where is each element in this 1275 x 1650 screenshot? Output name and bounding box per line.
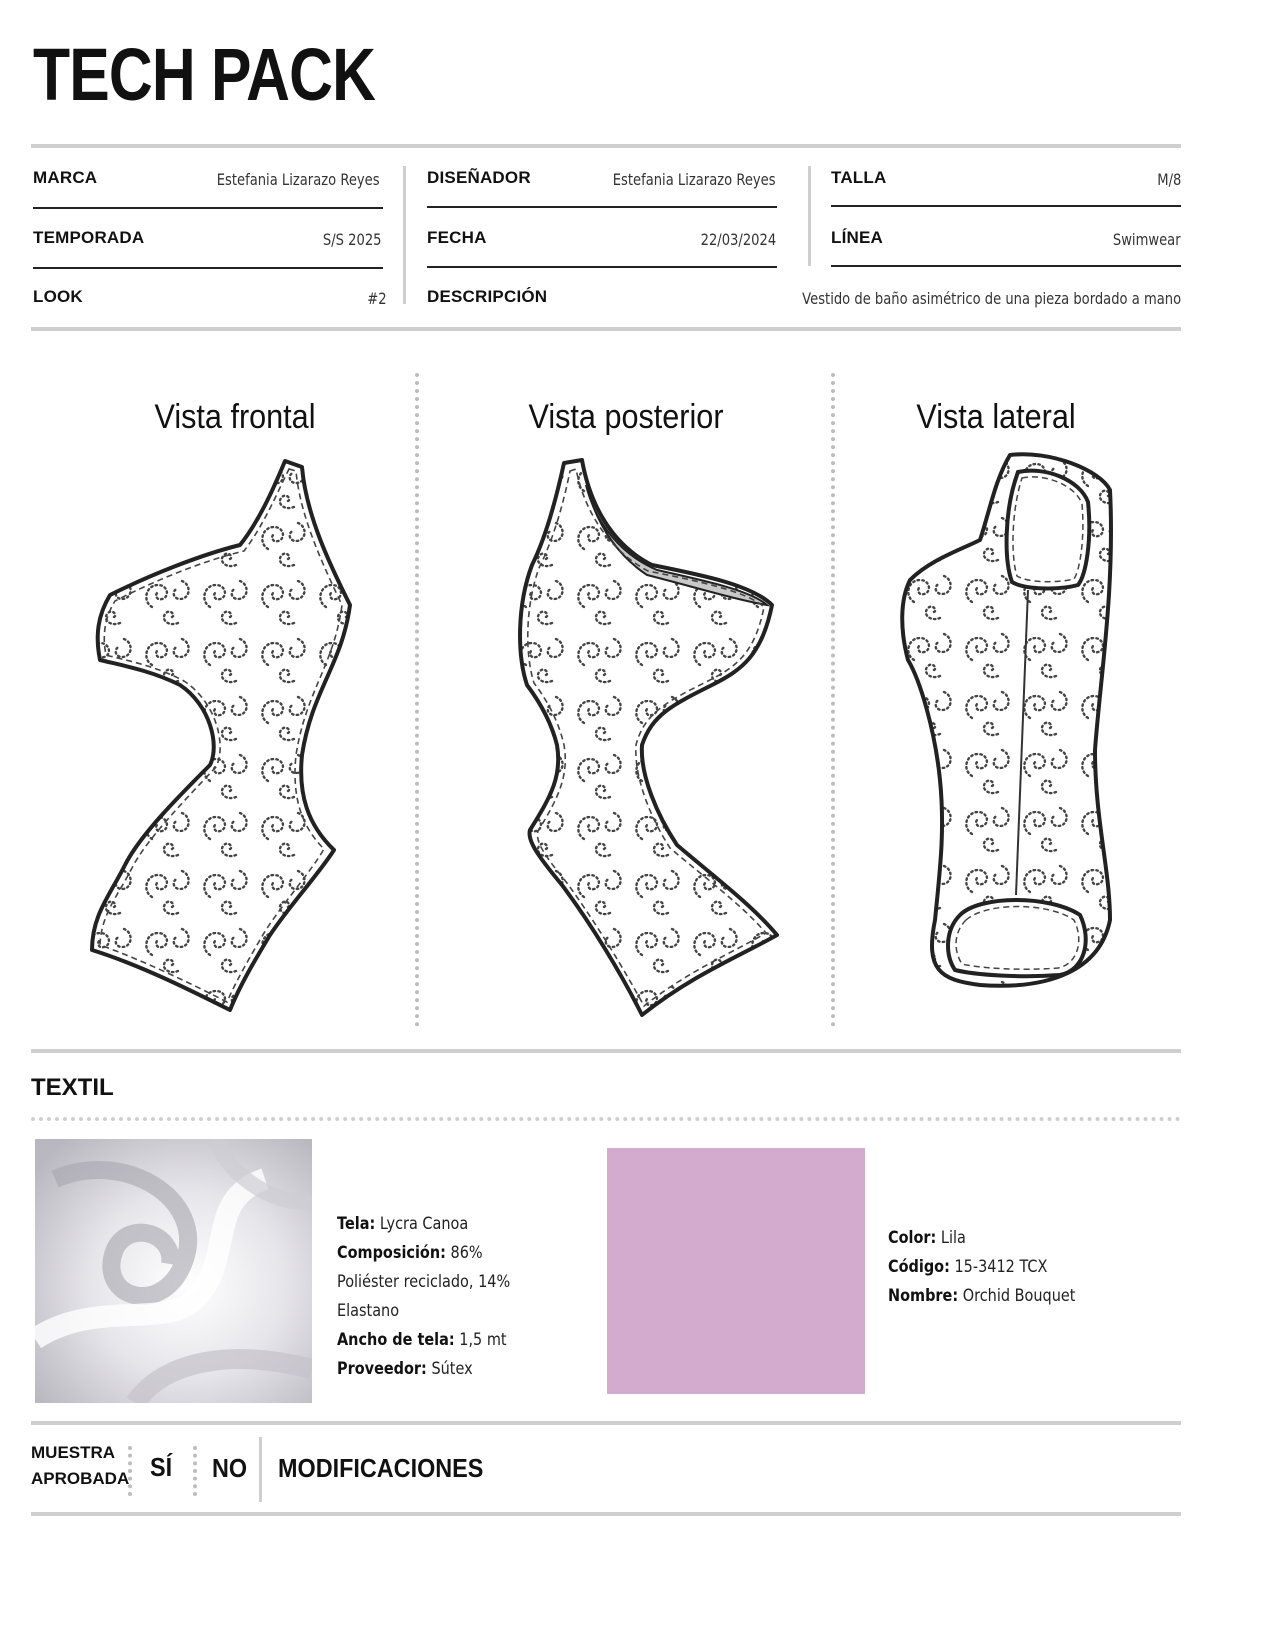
codigo-value: 15-3412 TCX bbox=[954, 1257, 1048, 1277]
footer-bottom-rule bbox=[31, 1512, 1181, 1516]
side-view-title: Vista lateral bbox=[916, 398, 1076, 436]
fecha-label: FECHA bbox=[427, 228, 487, 247]
fecha-value: 22/03/2024 bbox=[700, 230, 776, 249]
muestra-line1: MUESTRA bbox=[31, 1443, 116, 1462]
column-divider bbox=[808, 166, 811, 266]
front-view-title: Vista frontal bbox=[154, 398, 316, 436]
descripcion-label: DESCRIPCIÓN bbox=[427, 287, 548, 306]
footer-divider bbox=[193, 1446, 197, 1496]
marca-value: Estefania Lizarazo Reyes bbox=[217, 170, 380, 189]
view-divider bbox=[831, 373, 835, 1027]
linea-label: LÍNEA bbox=[831, 228, 883, 247]
talla-label: TALLA bbox=[831, 168, 887, 187]
color-value: Lila bbox=[940, 1228, 966, 1248]
ancho-value: 1,5 mt bbox=[459, 1330, 507, 1350]
look-value: #2 bbox=[367, 289, 387, 308]
proveedor-value: Sútex bbox=[431, 1359, 473, 1379]
footer-divider bbox=[259, 1437, 262, 1502]
codigo-label: Código: bbox=[888, 1257, 950, 1277]
textil-section-title: TEXTIL bbox=[31, 1074, 114, 1101]
ancho-label: Ancho de tela: bbox=[337, 1330, 455, 1350]
tela-value: Lycra Canoa bbox=[379, 1214, 469, 1234]
color-specs bbox=[888, 1224, 1143, 1311]
disenador-value: Estefania Lizarazo Reyes bbox=[613, 170, 776, 189]
color-swatch bbox=[607, 1148, 865, 1394]
modificaciones-label: MODIFICACIONES bbox=[278, 1453, 484, 1483]
views-bottom-rule bbox=[31, 1049, 1181, 1053]
column-divider bbox=[403, 166, 406, 304]
side-view-illustration bbox=[900, 450, 1120, 1020]
footer-divider bbox=[128, 1446, 132, 1496]
proveedor-label: Proveedor: bbox=[337, 1359, 427, 1379]
linea-value: Swimwear bbox=[1113, 230, 1181, 249]
temporada-value: S/S 2025 bbox=[323, 230, 382, 249]
composicion-value: 86% Poliéster reciclado, 14% Elastano bbox=[337, 1243, 511, 1321]
row-rule bbox=[427, 266, 777, 268]
row-rule bbox=[831, 265, 1181, 267]
nombre-label: Nombre: bbox=[888, 1286, 959, 1306]
textil-bottom-rule bbox=[31, 1421, 1181, 1425]
composicion-label: Composición: bbox=[337, 1243, 446, 1263]
row-rule bbox=[33, 267, 383, 269]
marca-label: MARCA bbox=[33, 168, 98, 187]
header-top-rule bbox=[31, 144, 1181, 148]
color-label: Color: bbox=[888, 1228, 937, 1248]
descripcion-value: Vestido de baño asimétrico de una pieza bordado a mano bbox=[802, 289, 1181, 308]
no-option[interactable]: NO bbox=[212, 1453, 248, 1483]
disenador-label: DISEÑADOR bbox=[427, 168, 531, 187]
fabric-specs bbox=[337, 1210, 533, 1384]
nombre-value: Orchid Bouquet bbox=[962, 1286, 1076, 1306]
temporada-label: TEMPORADA bbox=[33, 228, 145, 247]
row-rule bbox=[831, 205, 1181, 207]
si-option[interactable]: SÍ bbox=[150, 1452, 173, 1482]
textil-dotted-rule bbox=[31, 1117, 1181, 1121]
back-view-title: Vista posterior bbox=[528, 398, 724, 436]
tela-label: Tela: bbox=[337, 1214, 376, 1234]
row-rule bbox=[427, 206, 777, 208]
muestra-line2: APROBADA bbox=[31, 1469, 130, 1488]
page-title: TECH PACK bbox=[33, 33, 376, 116]
muestra-aprobada-label bbox=[31, 1440, 129, 1492]
row-rule bbox=[33, 207, 383, 209]
look-label: LOOK bbox=[33, 287, 83, 306]
header-bottom-rule bbox=[31, 327, 1181, 331]
fabric-sample-image bbox=[35, 1139, 312, 1403]
back-view-illustration bbox=[512, 455, 792, 1025]
front-view-illustration bbox=[80, 455, 360, 1020]
view-divider bbox=[415, 373, 419, 1027]
talla-value: M/8 bbox=[1156, 170, 1181, 189]
